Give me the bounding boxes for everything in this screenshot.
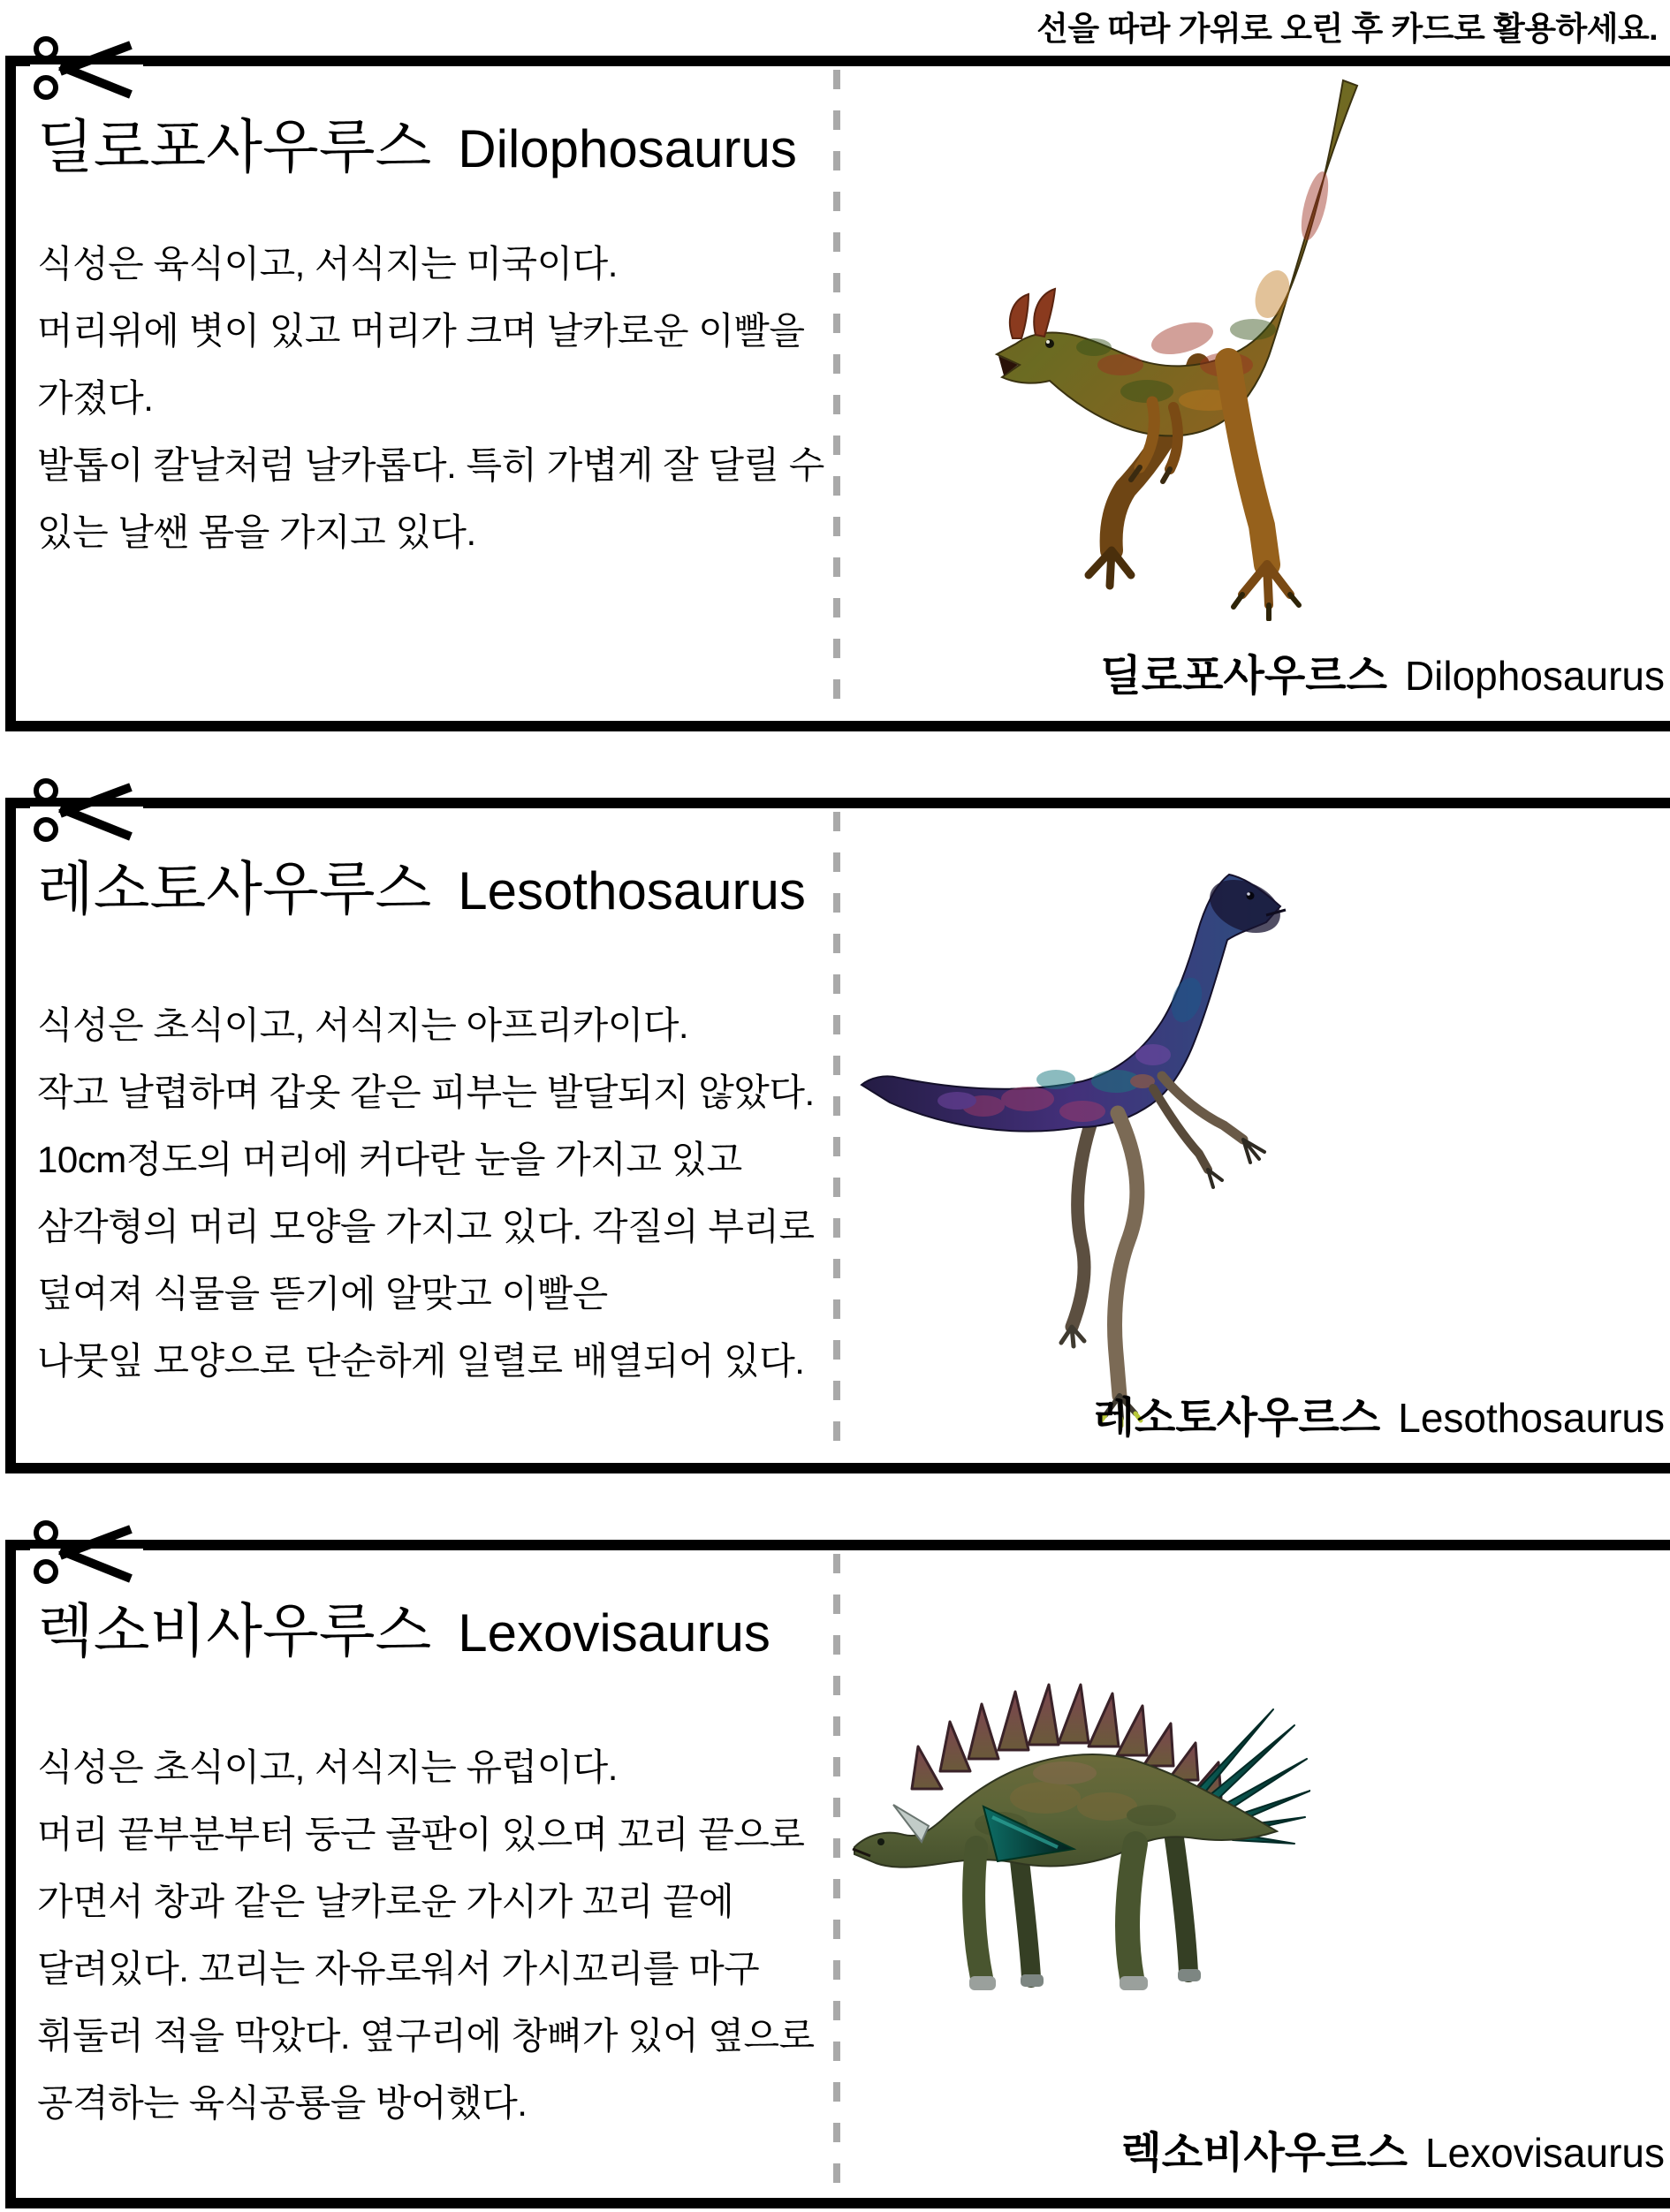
description-line: 가졌다.: [37, 377, 154, 419]
scissors-icon: [28, 762, 145, 847]
cut-divider-dashed-line: [833, 812, 840, 1459]
caption-korean: 딜로포사우르스: [1100, 653, 1387, 700]
dino-card-lexovisaurus: [5, 1540, 1670, 2208]
card-title: [37, 1598, 770, 1663]
description-line: 가면서 창과 같은 날카로운 가시가 꼬리 끝에: [37, 1881, 734, 1922]
caption-korean: 레소토사우르스: [1093, 1395, 1381, 1442]
description-line: 식성은 초식이고, 서식지는 유럽이다.: [37, 1746, 618, 1788]
cut-instruction: 선을 따라 가위로 오린 후 카드로 활용하세요.: [1036, 11, 1658, 47]
caption-korean: 렉소비사우르스: [1120, 2130, 1408, 2177]
image-caption: [1100, 655, 1665, 698]
image-caption: [1120, 2132, 1665, 2175]
image-caption: [1093, 1395, 1665, 1442]
description-line: 발톱이 칼날처럼 날카롭다. 특히 가볍게 잘 달릴 수: [37, 444, 824, 486]
description-line: 공격하는 육식공룡을 방어했다.: [37, 2082, 528, 2124]
card-description: [37, 1734, 815, 2137]
description-line: 달려있다. 꼬리는 자유로워서 가시꼬리를 마구: [37, 1948, 760, 1989]
cut-divider-dashed-line: [833, 1554, 840, 2194]
title-korean: 딜로포사우루스: [37, 114, 432, 179]
description-line: 10cm정도의 머리에 커다란 눈을 가지고 있고: [37, 1139, 742, 1180]
card-description: [37, 992, 815, 1395]
description-line: 덮여져 식물을 뜯기에 알맞고 이빨은: [37, 1273, 608, 1314]
card-title: [37, 114, 797, 179]
title-korean: 렉소비사우루스: [37, 1598, 432, 1663]
title-english: Dilophosaurus: [458, 119, 797, 178]
description-line: 식성은 초식이고, 서식지는 아프리카이다.: [37, 1004, 689, 1046]
description-line: 식성은 육식이고, 서식지는 미국이다.: [37, 243, 618, 284]
scissors-icon: [28, 1504, 145, 1589]
description-line: 작고 날렵하며 갑옷 같은 피부는 발달되지 않았다.: [37, 1072, 815, 1113]
lesothosaurus-image: [851, 854, 1310, 1437]
description-line: 휘둘러 적을 막았다. 옆구리에 창뼈가 있어 옆으로: [37, 2015, 815, 2057]
scissors-icon: [28, 20, 145, 105]
card-title: [37, 856, 806, 921]
caption-english: Lesothosaurus: [1398, 1395, 1665, 1441]
description-line: 머리위에 볏이 있고 머리가 크며 날카로운 이빨을: [37, 310, 805, 352]
title-english: Lesothosaurus: [458, 861, 806, 920]
dilophosaurus-image: [961, 73, 1424, 621]
card-description: [37, 231, 824, 566]
title-english: Lexovisaurus: [458, 1603, 770, 1663]
dino-card-dilophosaurus: [5, 56, 1670, 731]
title-korean: 레소토사우루스: [37, 856, 432, 921]
dino-card-lesothosaurus: [5, 798, 1670, 1473]
description-line: 머리 끝부분부터 둥근 골판이 있으며 꼬리 끝으로: [37, 1814, 805, 1855]
cut-divider-dashed-line: [833, 70, 840, 717]
caption-english: Dilophosaurus: [1404, 653, 1665, 699]
caption-english: Lexovisaurus: [1424, 2130, 1665, 2176]
description-line: 삼각형의 머리 모양을 가지고 있다. 각질의 부리로: [37, 1206, 815, 1247]
description-line: 있는 날쌘 몸을 가지고 있다.: [37, 511, 476, 553]
lexovisaurus-image: [842, 1674, 1310, 2027]
description-line: 나뭇잎 모양으로 단순하게 일렬로 배열되어 있다.: [37, 1340, 805, 1382]
